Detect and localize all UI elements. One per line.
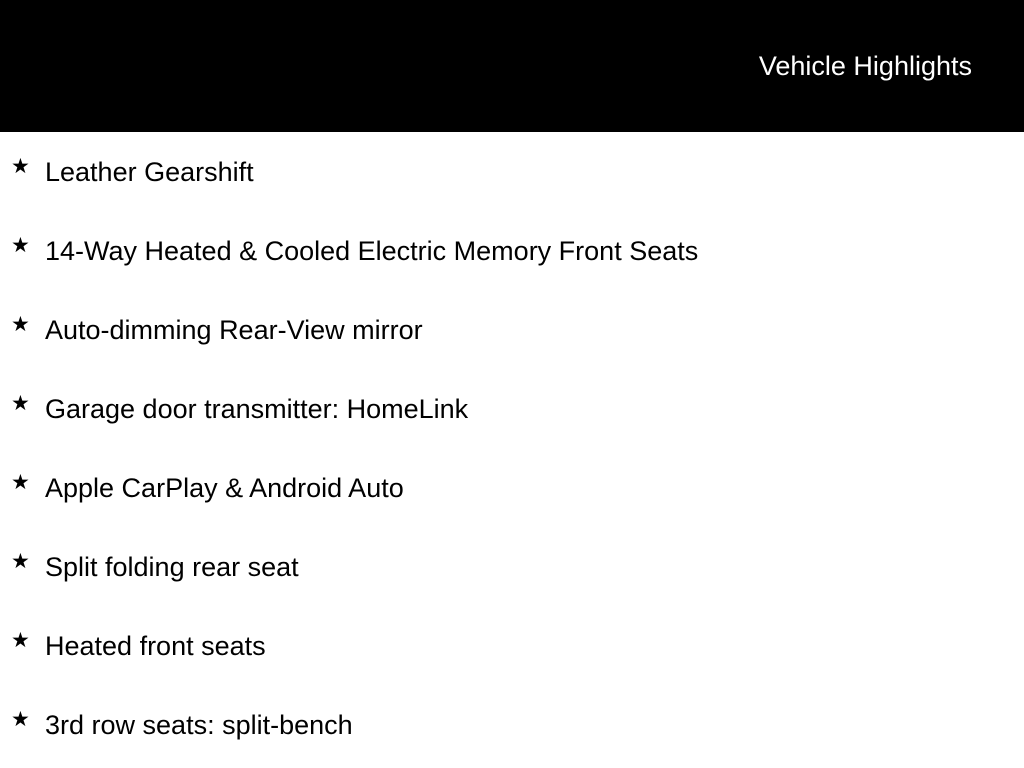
star-icon: ★ xyxy=(11,313,30,336)
star-icon: ★ xyxy=(11,471,30,494)
highlight-label: Heated front seats xyxy=(45,631,266,661)
highlight-label: Garage door transmitter: HomeLink xyxy=(45,394,469,424)
list-item xyxy=(0,290,1024,369)
highlight-label: 3rd row seats: split-bench xyxy=(45,710,353,740)
star-icon: ★ xyxy=(11,550,30,573)
highlight-label: 14-Way Heated & Cooled Electric Memory Front Seats xyxy=(45,236,699,266)
list-item xyxy=(0,685,1024,764)
list-item xyxy=(0,448,1024,527)
star-icon: ★ xyxy=(11,392,30,415)
page-title: Vehicle Highlights xyxy=(758,51,972,81)
highlight-label: Auto-dimming Rear-View mirror xyxy=(45,315,423,345)
star-icon: ★ xyxy=(11,629,30,652)
list-item xyxy=(0,132,1024,211)
list-item xyxy=(0,527,1024,606)
star-icon: ★ xyxy=(11,708,30,731)
highlight-label: Leather Gearshift xyxy=(45,157,254,187)
highlights-list xyxy=(0,132,1024,764)
highlight-label: Split folding rear seat xyxy=(45,552,299,582)
list-item xyxy=(0,211,1024,290)
list-item xyxy=(0,606,1024,685)
star-icon: ★ xyxy=(11,155,30,178)
star-icon: ★ xyxy=(11,234,30,257)
list-item xyxy=(0,369,1024,448)
highlight-label: Apple CarPlay & Android Auto xyxy=(45,473,404,503)
header-bar xyxy=(0,0,1024,132)
